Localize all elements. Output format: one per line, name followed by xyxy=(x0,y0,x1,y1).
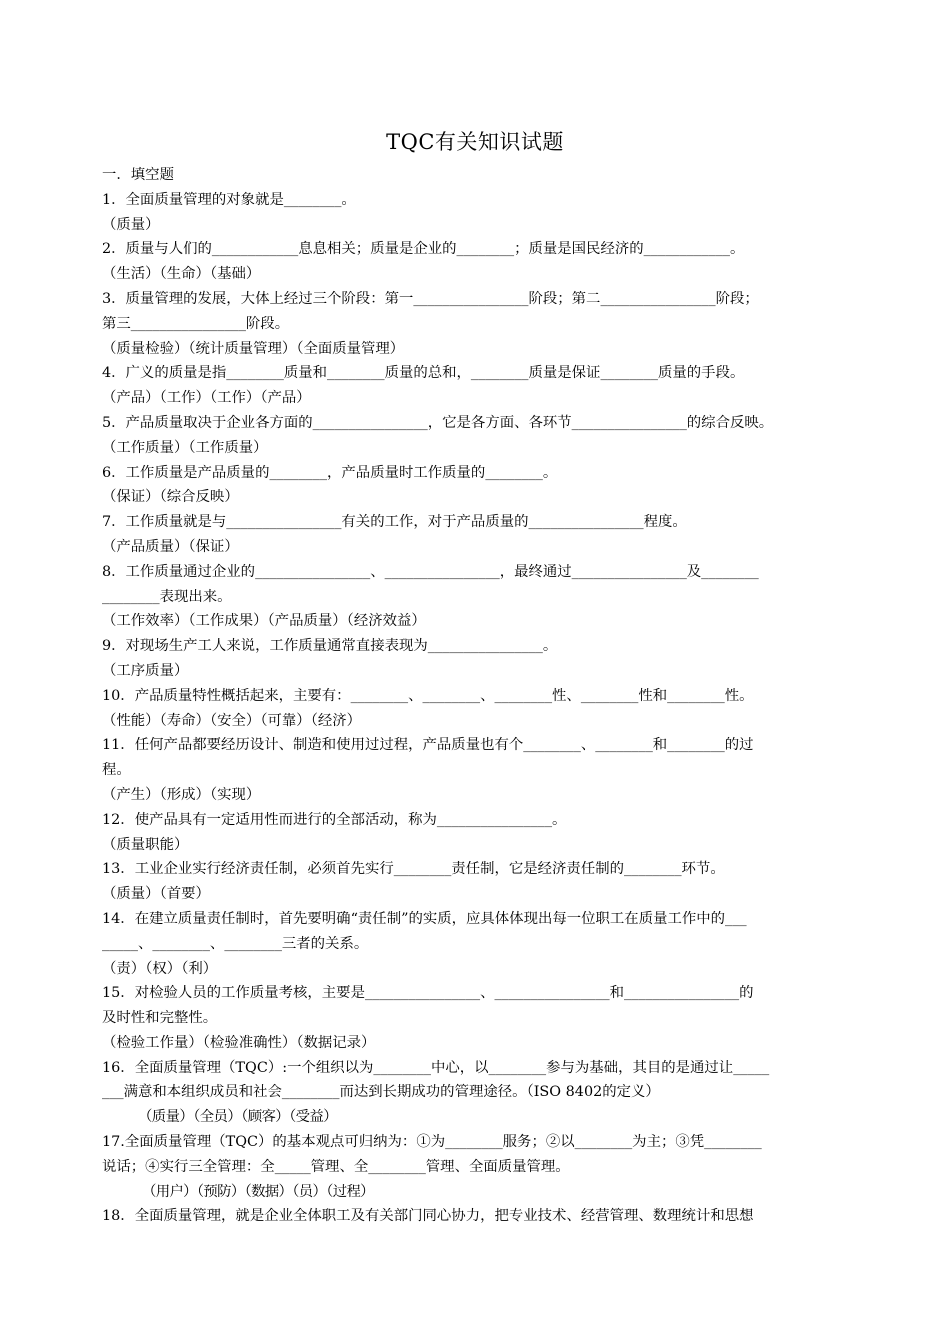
text-line: 11．任何产品都要经历设计、制造和使用过过程，产品质量也有个________、________和________的过 xyxy=(102,737,754,754)
text-line: 9．对现场生产工人来说，工作质量通常直接表现为________________。 xyxy=(102,638,558,655)
text-line: 14．在建立质量责任制时，首先要明确“责任制”的实质，应具体体现出每一位职工在质量工作中的___ xyxy=(102,910,747,927)
text-line: （质量） xyxy=(102,216,160,233)
text-line: 13．工业企业实行经济责任制，必须首先实行________责任制，它是经济责任制的________环节。 xyxy=(102,861,725,878)
text-line: （保证）（综合反映） xyxy=(102,489,239,506)
question-list xyxy=(102,163,874,1229)
text-line: （工作效率）（工作成果）（产品质量）（经济效益） xyxy=(102,613,426,630)
text-line: 说话；④实行三全管理：全_____管理、全________管理、全面质量管理。 xyxy=(102,1158,570,1175)
text-line: 2．质量与人们的____________息息相关；质量是企业的________；质量是国民经济的____________。 xyxy=(102,241,745,258)
text-line: 12．使产品具有一定适用性而进行的全部活动，称为________________。 xyxy=(102,811,567,828)
text-line: 程。 xyxy=(102,762,131,779)
text-line: （用户）（预防）（数据）（员）（过程） xyxy=(142,1183,374,1200)
text-line: 16．全面质量管理（TQC）:一个组织以为________中心，以________参与为基础，其目的是通过让_____ xyxy=(102,1059,770,1076)
text-line: （生活）（生命）（基础） xyxy=(102,266,261,283)
text-line: （责）（权）（利） xyxy=(102,960,218,977)
text-line: 及时性和完整性。 xyxy=(102,1010,218,1027)
text-line: （产生）（形成）（实现） xyxy=(102,786,261,803)
text-line: 10．产品质量特性概括起来，主要有：________、________、________性、________性和________性。 xyxy=(102,687,754,704)
text-line: 5．产品质量取决于企业各方面的________________，它是各方面、各环节________________的综合反映。 xyxy=(102,414,774,431)
text-line: 4．广义的质量是指________质量和________质量的总和，________质量是保证________质量的手段。 xyxy=(102,365,745,382)
text-line: （质量检验）（统计质量管理）（全面质量管理） xyxy=(102,340,405,357)
text-line: 1．全面质量管理的对象就是________。 xyxy=(102,191,356,208)
text-line: （质量）（首要） xyxy=(102,886,210,903)
text-line: 18．全面质量管理，就是企业全体职工及有关部门同心协力，把专业技术、经营管理、数理统计和思想 xyxy=(102,1208,754,1225)
text-line: ________表现出来。 xyxy=(102,588,232,605)
text-line: 6．工作质量是产品质量的________，产品质量时工作质量的________。 xyxy=(102,464,558,481)
text-line: （质量）（全员）（顾客）（受益） xyxy=(138,1109,338,1126)
text-line: （工序质量） xyxy=(102,662,189,679)
text-line: ___满意和本组织成员和社会________而达到长期成功的管理途径。（ISO 8402的定义） xyxy=(102,1084,660,1101)
text-line: （工作质量）（工作质量） xyxy=(102,439,268,456)
text-line: 8．工作质量通过企业的________________、________________，最终通过________________及________ xyxy=(102,563,759,580)
text-line: 7．工作质量就是与________________有关的工作，对于产品质量的________________程度。 xyxy=(102,514,687,531)
text-line: _____、________、________三者的关系。 xyxy=(102,935,369,952)
text-line: 一．填空题 xyxy=(102,167,174,183)
text-line: 第三________________阶段。 xyxy=(102,315,290,332)
document-title: TQC有关知识试题 xyxy=(386,130,564,154)
text-line: （性能）（寿命）（安全）（可靠）（经济） xyxy=(102,712,362,729)
text-line: （产品质量）（保证） xyxy=(102,538,239,555)
text-line: （质量职能） xyxy=(102,836,189,853)
text-line: （产品）（工作）（工作）（产品） xyxy=(102,390,311,407)
text-line: 15．对检验人员的工作质量考核，主要是________________、________________和________________的 xyxy=(102,985,754,1002)
text-line: 3．质量管理的发展，大体上经过三个阶段：第一________________阶段；第二________________阶段； xyxy=(102,290,759,307)
text-line: 17.全面质量管理（TQC）的基本观点可归纳为：①为________服务；②以________为主；③凭________ xyxy=(102,1134,762,1151)
text-line: （检验工作量）（检验准确性）（数据记录） xyxy=(102,1034,376,1051)
